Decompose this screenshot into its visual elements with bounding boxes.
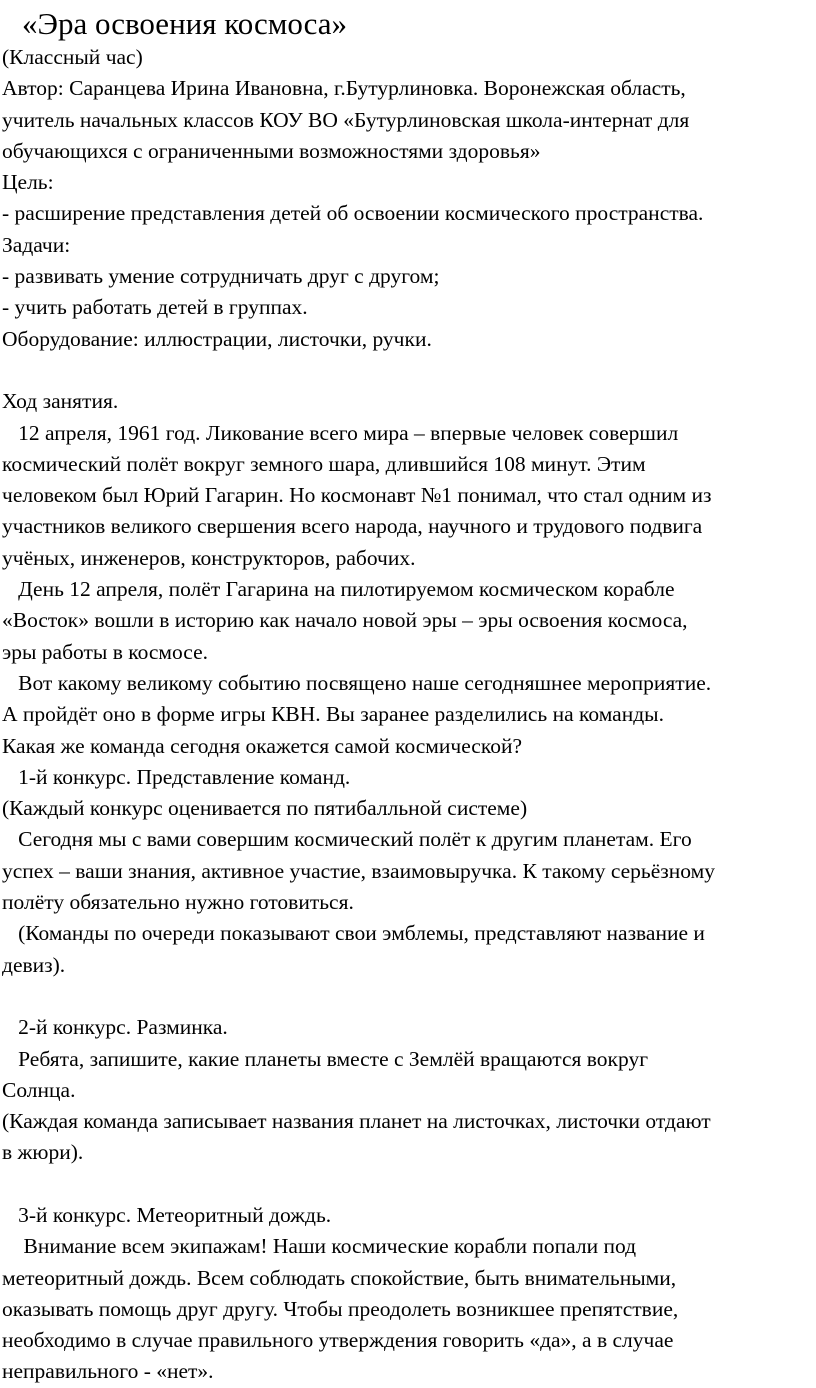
- document-body: [0, 42, 816, 1388]
- text-line: День 12 апреля, полёт Гагарина на пилотируемом космическом корабле: [2, 577, 675, 602]
- text-line: - развивать умение сотрудничать друг с другом;: [2, 264, 440, 289]
- text-line: Ребята, запишите, какие планеты вместе с Землёй вращаются вокруг: [2, 1046, 649, 1071]
- text-line: (Каждая команда записывает названия планет на листочках, листочки отдают: [2, 1109, 711, 1134]
- text-line: в жюри).: [2, 1140, 84, 1165]
- text-line: 3-й конкурс. Метеоритный дождь.: [2, 1202, 332, 1227]
- text-line: 2-й конкурс. Разминка.: [2, 1015, 228, 1040]
- text-line: Оборудование: иллюстрации, листочки, ручки.: [2, 326, 432, 351]
- text-line: обучающихся с ограниченными возможностями здоровья»: [2, 138, 541, 163]
- blank-line: [0, 1169, 816, 1200]
- text-line: - расширение представления детей об освоении космического пространства.: [2, 201, 704, 226]
- text-line: 1-й конкурс. Представление команд.: [2, 764, 351, 789]
- text-line: Сегодня мы с вами совершим космический полёт к другим планетам. Его: [2, 827, 692, 852]
- text-line: (Команды по очереди показывают свои эмблемы, представляют название и: [2, 921, 705, 946]
- text-line: Внимание всем экипажам! Наши космические корабли попали под: [2, 1234, 637, 1259]
- text-line: оказывать помощь друг другу. Чтобы преодолеть возникшее препятствие,: [2, 1296, 679, 1321]
- text-line: человеком был Юрий Гагарин. Но космонавт №1 понимал, что стал одним из: [2, 483, 712, 508]
- text-line: метеоритный дождь. Всем соблюдать спокойствие, быть внимательными,: [2, 1265, 677, 1290]
- text-line: учёных, инженеров, конструкторов, рабочих.: [2, 545, 416, 570]
- text-line: «Восток» вошли в историю как начало новой эры – эры освоения космоса,: [2, 608, 688, 633]
- blank-line: [0, 981, 816, 1012]
- text-line: Цель:: [2, 170, 54, 195]
- text-line: Ход занятия.: [2, 389, 119, 414]
- text-line: Солнца.: [2, 1077, 76, 1102]
- text-line: Какая же команда сегодня окажется самой космической?: [2, 733, 522, 758]
- text-line: космический полёт вокруг земного шара, длившийся 108 минут. Этим: [2, 451, 646, 476]
- text-line: девиз).: [2, 952, 66, 977]
- text-line: Задачи:: [2, 232, 71, 257]
- text-line: участников великого свершения всего народа, научного и трудового подвига: [2, 514, 703, 539]
- text-line: 12 апреля, 1961 год. Ликование всего мира – впервые человек совершил: [2, 420, 679, 445]
- text-line: эры работы в космосе.: [2, 639, 209, 664]
- text-line: Автор: Саранцева Ирина Ивановна, г.Бутурлиновка. Воронежская область,: [2, 76, 686, 101]
- text-line: А пройдёт оно в форме игры КВН. Вы заранее разделились на команды.: [2, 702, 664, 727]
- text-line: полёту обязательно нужно готовиться.: [2, 890, 354, 915]
- blank-line: [0, 355, 816, 386]
- text-line: Вот какому великому событию посвящено наше сегодняшнее мероприятие.: [2, 670, 712, 695]
- text-line: учитель начальных классов КОУ ВО «Бутурлиновская школа-интернат для: [2, 107, 690, 132]
- text-line: необходимо в случае правильного утверждения говорить «да», а в случае: [2, 1328, 674, 1353]
- text-line: неправильного - «нет».: [2, 1359, 214, 1384]
- text-line: (Классный час): [2, 45, 143, 69]
- text-line: успех – ваши знания, активное участие, взаимовыручка. К такому серьёзному: [2, 858, 715, 883]
- document-title: «Эра освоения космоса»: [22, 6, 348, 41]
- text-line: (Каждый конкурс оценивается по пятибалльной системе): [2, 796, 528, 821]
- text-line: - учить работать детей в группах.: [2, 295, 308, 320]
